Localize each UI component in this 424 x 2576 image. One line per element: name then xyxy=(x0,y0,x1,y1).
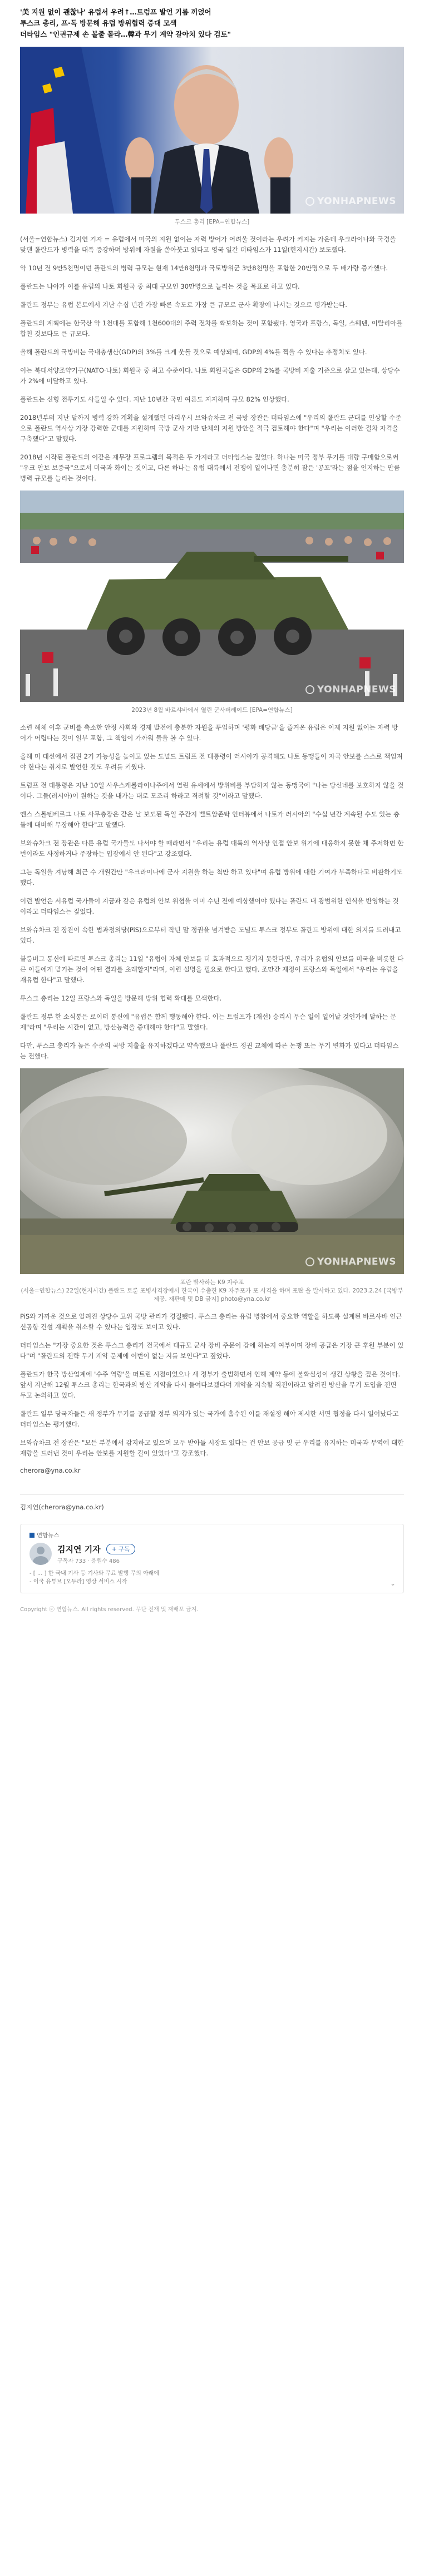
chevron-down-icon[interactable]: ⌄ xyxy=(390,1579,396,1587)
k9-photo-illustration xyxy=(20,1068,404,1274)
divider xyxy=(20,1494,404,1495)
paragraph: 폴란드 정부는 유럽 본토에서 지난 수십 년간 가장 빠른 속도로 가장 큰 규모로 군사 확장에 나서는 것으로 평가받는다. xyxy=(20,301,347,309)
paragraph: PiS와 가까운 것으로 알려진 상당수 고위 국방 관리가 경질됐다. 투스크 총리는 유럽 병참에서 중요한 역할을 하도록 설계된 바르샤바 인근 신공항 건설 계획을 취소할 수 있다는 입장도 보이고 있다. xyxy=(20,1312,402,1331)
paragraph: 옌스 스톨텐베르그 나토 사무총장은 같은 날 보도된 독일 주간지 벨트암존탁 인터뷰에서 나토가 러시아의 "수십 년간 계속될 수도 있는 충돌에 대비해 무장해야 한다"고 말했다. xyxy=(20,810,400,829)
paragraph: 브와슈차크 전 장관은 "모든 부분에서 감지하고 있으며 모두 받아들 시장도 있다는 건 안보 공급 및 군 우리를 유지하는 미국과 무역에 대한 재량을 드러낸 것이 우리는 안보를 지원할 길이 있었다"고 강조했다. xyxy=(20,1439,404,1457)
photo-parade[interactable] xyxy=(20,491,404,702)
figure-parade xyxy=(20,491,404,715)
paragraph: 폴란드는 나아가 이를 유럽의 나토 회원국 중 최대 규모인 30만명으로 늘리는 것을 목표로 하고 있다. xyxy=(20,283,300,290)
photo-tusk[interactable] xyxy=(20,47,404,214)
photo-k9[interactable] xyxy=(20,1068,404,1274)
figure-k9 xyxy=(20,1068,404,1304)
press-logo-icon xyxy=(29,1533,34,1538)
paragraph: 올해 폴란드의 국방비는 국내총생산(GDP)의 3%를 크게 웃돌 것으로 예상되며, GDP의 4%를 찍을 수 있다는 추정치도 있다. xyxy=(20,348,367,356)
paragraph: 폴란드는 신형 전투기도 사들일 수 있다. 지난 10년간 국민 여론도 지지하며 규모 82% 인상했다. xyxy=(20,395,289,403)
paragraph: 그는 독일을 겨냥해 최근 수 개월간만 "우크라이나에 군사 지원을 하는 척만 하고 있다"며 유럽 방위에 대한 기여가 부족하다고 비판하기도 했다. xyxy=(20,868,403,886)
subtitle-line: 투스크 총리, 프·독 방문해 유럽 방위협력 증대 모색 xyxy=(20,19,177,27)
yonhap-logo-icon xyxy=(305,197,314,206)
paragraph: 폴란드 일부 당국자들은 새 정부가 무기를 공급할 정부 의지가 있는 국가에 흡수된 이를 재설정 해야 제시한 서면 협정을 다시 일어났다고 더타임스는 평가했다. xyxy=(20,1410,399,1428)
copyright: Copyright ⓒ 연합뉴스. All rights reserved. 무단 전재 및 재배포 금지. xyxy=(20,1607,199,1613)
paragraph: 소련 해체 이후 군비를 축소한 안정 사회와 경제 발전에 충분한 자원을 투입하며 '평화 배당금'을 즐겨온 유럽은 이제 지원 없이는 자력 방어가 어렵다는 것이 일부 포함, 그 책임이 가까워 물을 볼 수 있다. xyxy=(20,724,398,742)
article-subtitles xyxy=(20,0,404,40)
yonhap-watermark: YONHAPNEWS xyxy=(305,196,396,207)
reporter-email: cherora@yna.co.kr xyxy=(20,1467,81,1474)
paragraph: (서울=연합뉴스) 김지연 기자 = 유럽에서 미국의 지원 없이는 자력 방어가 어려울 것이라는 우려가 커지는 가운데 우크라이나와 국경을 맞댄 폴란드가 병력을 대폭 증강하며 방위에 자원을 쏟아붓고 있다고 영국 일간 더타임스가 11일(현지시간) 보도했다. xyxy=(20,235,396,254)
paragraph: 이런 발언은 서유럽 국가들이 지금과 같은 유럽의 안보 위협을 이미 수년 전에 예상했어야 했다는 폴란드 내 광범위한 인식을 반영하는 것이라고 더타임스는 짚었다. xyxy=(20,897,399,915)
paragraph: 이는 북대서양조약기구(NATO·나토) 회원국 중 최고 수준이다. 나토 회원국들은 GDP의 2%를 국방비 지출 기준으로 삼고 있는데, 상당수가 2%에 미달하고 있다. xyxy=(20,366,400,385)
paragraph: 올해 미 대선에서 집권 2기 가능성을 높이고 있는 도널드 트럼프 전 대통령이 러시아가 공격해도 나토 동맹들이 자국 안보를 스스로 책임져야 한다는 취지로 발언한 것도 우려를 키웠다. xyxy=(20,752,403,771)
paragraph: 브와슈차크 전 장관은 다른 유럽 국가들도 나서야 할 때라면서 "우리는 유럽 대륙의 역사상 인접 안보 위기에 대응하지 못한 채 주저하면 한 번이라도 사정하거나 주장하는 입장에서 안 된다"고 강조했다. xyxy=(20,839,404,858)
paragraph: 브와슈차크 전 장관이 속한 법과정의당(PiS)으로부터 작년 말 정권을 넘겨받은 도널드 투스크 정부도 폴란드 방위에 대한 의지를 드러내고 있다. xyxy=(20,926,401,944)
avatar[interactable] xyxy=(29,1543,52,1565)
paragraph: 트럼프 전 대통령은 지난 10일 사우스캐롤라이나주에서 열린 유세에서 방위비를 부담하지 않는 동맹국에 "나는 당신네를 보호하지 않을 것이다. 그들(러시아)이 원하는 것을 내가는 대로 모조리 하라고 격려할 것"이라고 말했다. xyxy=(20,781,404,800)
paragraph: 투스크 총리는 12일 프랑스와 독일을 방문해 방위 협력 확대를 모색한다. xyxy=(20,994,222,1002)
yonhap-logo-icon xyxy=(305,1257,314,1266)
reporter-info xyxy=(57,1543,135,1564)
paragraph: 더타임스는 "가장 중요한 것은 투스크 총리가 전국에서 대규모 군사 장비 주문이 갑에 하는지 여부이며 장비 공급은 가장 큰 후원 부분이 있다"며 "폴란드의 전략 무기 계약 문제에 이번이 없는 지를 보인다"고 짚었다. xyxy=(20,1341,404,1360)
press-brand[interactable]: 연합뉴스 xyxy=(29,1531,395,1539)
figure-caption: 포란 발사하는 K9 자주포 (서울=연합뉴스) 22일(현지시간) 폴란드 토룬 포병사격장에서 한국이 수출한 K9 자주포가 포 사격을 하며 포탄 을 발사하고 있다. 2023.2.24 [국방부 제공. 재판매 및 DB 금지] photo@yna.co.kr xyxy=(21,1279,403,1302)
figure-tusk xyxy=(20,47,404,226)
reporter-articles xyxy=(29,1569,395,1586)
reporter-stats: 구독자 733 · 응원수 486 xyxy=(57,1558,120,1564)
paragraph: 약 10년 전 9만5천명이던 폴란드의 병력 규모는 현재 14만8천명과 국토방위군 3만8천명을 포함한 20만명으로 두 배가량 증가했다. xyxy=(20,264,388,272)
yonhap-watermark: YONHAPNEWS xyxy=(305,684,396,695)
subscribe-button[interactable]: + 구독 xyxy=(106,1544,135,1554)
yonhap-watermark: YONHAPNEWS xyxy=(305,1256,396,1267)
paragraph: 폴란드의 계획에는 한국산 약 1천대를 포함해 1천600대의 주력 전차를 확보하는 것이 포함됐다. 영국과 프랑스, 독일, 스웨덴, 이탈리아를 합친 것보다도 큰 규모다. xyxy=(20,319,403,338)
paragraph: 폴란드가 한국 방산업계에 '수주 역량'을 떠트린 시점이었으나 새 정부가 출범하면서 인해 계약 등에 불확실성이 생긴 상황을 짚은 것이다. 앞서 지난해 12월 투스크 총리는 한국과의 방산 계약을 다시 들여다보겠다며 계약을 지속할 직전이라고 알려진 방산을 무기 도입을 전면 두고 논의하고 있다. xyxy=(20,1370,401,1399)
figure-caption: 2023년 8월 바르샤바에서 열린 군사퍼레이드 [EPA=연합뉴스] xyxy=(131,707,293,714)
yonhap-logo-icon xyxy=(305,685,314,694)
reporter-name[interactable]: 김지연 기자 xyxy=(57,1544,101,1554)
reporter-row xyxy=(29,1543,395,1565)
byline[interactable]: 김지연(cherora@yna.co.kr) xyxy=(20,1503,104,1511)
paragraph: 블룸버그 통신에 따르면 투스크 총리는 11일 "유럽이 자체 안보를 더 효과적으로 챙기지 못한다면, 우리가 유럽의 안보를 미국을 비롯한 다른 이들에게 맡기는 것이 어떤 결과를 초래할지"라며, 이런 설명을 필요로 한다고 했다. 조만간 재정이 프랑스와 독일에서 "우리는 유럽을 재유럽 한다"고 말했다. xyxy=(20,955,404,984)
paragraph: 다만, 투스크 총리가 높은 수준의 국방 지출을 유지하겠다고 약속했으나 폴란드 정권 교체에 따른 논쟁 또는 무기 변화가 있다고 더타임스는 전했다. xyxy=(20,1042,399,1060)
paragraph: 2018년 시작된 폴란드의 이같은 재무장 프로그램의 목적은 두 가지라고 더타임스는 짚었다. 하나는 미국 정부 무기를 대량 구매함으로써 "우크 안보 보증국"으로서 미국과 화이는 것이고, 다른 하나는 유럽 대륙에서 전쟁이 일어나면 충분히 잠은 '공포'라는 점을 인지하는 만큼 병력 규모를 늘리는 것이다. xyxy=(20,453,400,482)
paragraph: 폴란드 정부 한 소식통은 로이터 통신에 "유럽은 함께 행동해야 한다. 이는 트럼프가 (재선) 승리시 무슨 일이 일어날 것인가에 달하는 문제"라며 "우리는 시간이 없고, 방산능력을 증대해야 한다"고 말했다. xyxy=(20,1013,397,1031)
subtitle-line: '美 지원 없이 괜찮나' 유럽서 우려↑…트럼프 발언 기름 끼얹어 xyxy=(20,8,211,16)
reporter-article-link[interactable]: - [ ... ] 한 국내 기사 등 기사와 무료 발행 무의 아래에 xyxy=(29,1571,159,1577)
tusk-photo-illustration xyxy=(20,47,404,214)
parade-photo-illustration xyxy=(20,491,404,702)
figure-caption: 투스크 총리 [EPA=연합뉴스] xyxy=(174,219,250,225)
subtitle-line: 더타임스 "인권규제 손 볼줄 몰라…韓과 무기 계약 갈아치 있다 검토" xyxy=(20,30,231,38)
paragraph: 2018년부터 지난 달까지 병력 강화 계획을 설계했던 마리우시 브와슈차크 전 국방 장관은 더타임스에 "우리의 폴란드 군대를 인상할 수준으로 폴란드 역사상 가장 강력한 군대를 지원하며 국방 군사 기반 단체의 지원 방안을 적극 검토해야 한다"며 "우리는 이러한 절차 자격을 구축했다"고 말했다. xyxy=(20,414,402,443)
reporter-article-link[interactable]: - 이국 유튜브 [오두라] 영상 서비스 시작 xyxy=(29,1579,127,1585)
reporter-card xyxy=(20,1524,404,1593)
